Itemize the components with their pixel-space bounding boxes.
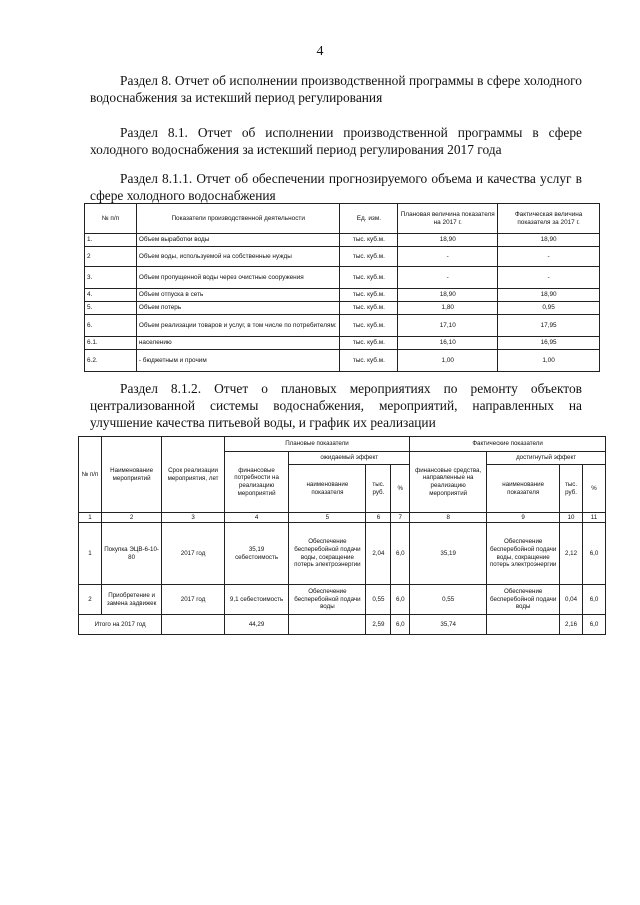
cell-effect-fact: Обеспечение бесперебойной подачи воды, сокращение потерь электроэнергии xyxy=(487,523,560,585)
cell-fin: 9,1 себестоимость xyxy=(224,585,289,615)
col-header-term: Срок реализации мероприятия, лет xyxy=(162,437,224,513)
cell-unit: тыс. куб.м. xyxy=(340,302,398,315)
table-row xyxy=(85,302,600,315)
cell-pct: 6,0 xyxy=(391,523,410,585)
section-8-1-2-heading: Раздел 8.1.2. Отчет о плановых мероприятиях по ремонту объектов централизованной системы водоснабжения, мероприятий, направленных на улучшение качества питьевой воды, и график их реализации xyxy=(90,381,582,430)
cell-unit: тыс. куб.м. xyxy=(340,350,398,372)
cell-total-thous: 2,59 xyxy=(366,615,391,635)
cell-plan: 18,90 xyxy=(398,234,498,247)
cell-num: 2 xyxy=(85,247,137,267)
table-header-row xyxy=(85,204,600,234)
cell-unit: тыс. куб.м. xyxy=(340,289,398,302)
cell-thous: 0,55 xyxy=(366,585,391,615)
table-row xyxy=(85,289,600,302)
column-numbers-row xyxy=(79,513,606,523)
cell-total-fin: 44,29 xyxy=(224,615,289,635)
col-header-fact: Фактическая величина показателя за 2017 г. xyxy=(498,204,600,234)
cell-name: Объем воды, используемой на собственные нужды xyxy=(136,247,340,267)
cell-unit: тыс. куб.м. xyxy=(340,267,398,289)
col-header-plan: Плановая величина показателя на 2017 г. xyxy=(398,204,498,234)
cell-num: 6.1. xyxy=(85,337,137,350)
cell-unit: тыс. куб.м. xyxy=(340,234,398,247)
col-header-num: № п/п xyxy=(79,437,102,513)
cell-fact: 16,95 xyxy=(498,337,600,350)
col-number: 3 xyxy=(162,513,224,523)
cell-name: - бюджетным и прочим xyxy=(136,350,340,372)
col-number: 11 xyxy=(583,513,606,523)
col-number: 2 xyxy=(101,513,161,523)
cell-num: 6. xyxy=(85,315,137,337)
cell-empty xyxy=(162,615,224,635)
col-header-num: № п/п xyxy=(85,204,137,234)
cell-plan: - xyxy=(398,247,498,267)
col-number: 5 xyxy=(289,513,366,523)
cell-name: Приобретение и замена задвижек xyxy=(101,585,161,615)
cell-name: Объем выработки воды xyxy=(136,234,340,247)
col-number: 4 xyxy=(224,513,289,523)
cell-name: Покупка ЭЦВ-6-10-80 xyxy=(101,523,161,585)
cell-total-thous-fact: 2,16 xyxy=(560,615,583,635)
cell-num: 6.2. xyxy=(85,350,137,372)
cell-pct-fact: 6,0 xyxy=(583,523,606,585)
col-number: 10 xyxy=(560,513,583,523)
production-indicators-table xyxy=(84,203,600,372)
cell-fact: 18,90 xyxy=(498,289,600,302)
cell-unit: тыс. куб.м. xyxy=(340,337,398,350)
total-row xyxy=(79,615,606,635)
section-8-1-1-heading: Раздел 8.1.1. Отчет об обеспечении прогнозируемого объема и качества услуг в сфере холодного водоснабжения xyxy=(90,171,582,203)
cell-total-pct-fact: 6,0 xyxy=(583,615,606,635)
col-header-pct: % xyxy=(391,465,410,513)
table-row xyxy=(85,337,600,350)
cell-fact: - xyxy=(498,247,600,267)
col-number: 8 xyxy=(410,513,487,523)
cell-effect: Обеспечение бесперебойной подачи воды, сокращение потерь электроэнергии xyxy=(289,523,366,585)
cell-name: населению xyxy=(136,337,340,350)
table-row xyxy=(85,247,600,267)
cell-num: 4. xyxy=(85,289,137,302)
col-header-fin-needs: финансовые потребности на реализацию мероприятий xyxy=(224,452,289,513)
cell-fact: 0,95 xyxy=(498,302,600,315)
cell-plan: 18,90 xyxy=(398,289,498,302)
cell-thous-fact: 2,12 xyxy=(560,523,583,585)
table-row xyxy=(85,267,600,289)
table-row xyxy=(79,585,606,615)
table-row xyxy=(85,350,600,372)
col-header-fact: Фактические показатели xyxy=(410,437,606,452)
cell-fin-fact: 0,55 xyxy=(410,585,487,615)
cell-name: Объем потерь xyxy=(136,302,340,315)
cell-thous-fact: 0,04 xyxy=(560,585,583,615)
col-number: 6 xyxy=(366,513,391,523)
col-header-indicator: Показатели производственной деятельности xyxy=(136,204,340,234)
cell-fact: 1,00 xyxy=(498,350,600,372)
cell-empty xyxy=(289,615,366,635)
cell-plan: 16,10 xyxy=(398,337,498,350)
cell-plan: - xyxy=(398,267,498,289)
cell-empty xyxy=(487,615,560,635)
cell-num: 1. xyxy=(85,234,137,247)
col-number: 9 xyxy=(487,513,560,523)
cell-pct-fact: 6,0 xyxy=(583,585,606,615)
col-header-unit: Ед. изм. xyxy=(340,204,398,234)
table-row xyxy=(79,523,606,585)
cell-fact: 18,90 xyxy=(498,234,600,247)
page-number: 4 xyxy=(316,44,324,59)
cell-name: Объем реализации товаров и услуг, в том числе по потребителям: xyxy=(136,315,340,337)
col-header-fin-spent: финансовые средства, направленные на реализацию мероприятий xyxy=(410,452,487,513)
table-row xyxy=(85,315,600,337)
col-header-plan: Плановые показатели xyxy=(224,437,409,452)
col-header-achieved-effect: достигнутый эффект xyxy=(487,452,606,465)
cell-plan: 1,80 xyxy=(398,302,498,315)
cell-num: 2 xyxy=(79,585,102,615)
section-8-1-heading: Раздел 8.1. Отчет об исполнении производственной программы в сфере холодного водоснабжения за истекший период регулирования 2017 года xyxy=(90,125,582,157)
col-header-expected-effect: ожидаемый эффект xyxy=(289,452,410,465)
cell-term: 2017 год xyxy=(162,523,224,585)
col-header-thous: тыс. руб. xyxy=(366,465,391,513)
cell-effect-fact: Обеспечение бесперебойной подачи воды xyxy=(487,585,560,615)
cell-name: Объем отпуска в сеть xyxy=(136,289,340,302)
cell-plan: 1,00 xyxy=(398,350,498,372)
cell-total-pct: 6,0 xyxy=(391,615,410,635)
col-number: 7 xyxy=(391,513,410,523)
table-header-row xyxy=(79,437,606,452)
cell-fact: 17,95 xyxy=(498,315,600,337)
repair-measures-table xyxy=(78,436,606,635)
table-row xyxy=(85,234,600,247)
col-header-indicator-name: наименование показателя xyxy=(289,465,366,513)
cell-fact: - xyxy=(498,267,600,289)
col-header-pct: % xyxy=(583,465,606,513)
cell-effect: Обеспечение бесперебойной подачи воды xyxy=(289,585,366,615)
cell-fin-fact: 35,19 xyxy=(410,523,487,585)
col-header-name: Наименование мероприятий xyxy=(101,437,161,513)
cell-total-fin-fact: 35,74 xyxy=(410,615,487,635)
cell-plan: 17,10 xyxy=(398,315,498,337)
cell-thous: 2,04 xyxy=(366,523,391,585)
cell-unit: тыс. куб.м. xyxy=(340,247,398,267)
col-number: 1 xyxy=(79,513,102,523)
col-header-thous: тыс. руб. xyxy=(560,465,583,513)
cell-term: 2017 год xyxy=(162,585,224,615)
cell-unit: тыс. куб.м. xyxy=(340,315,398,337)
col-header-indicator-name: наименование показателя xyxy=(487,465,560,513)
cell-num: 5. xyxy=(85,302,137,315)
cell-num: 3. xyxy=(85,267,137,289)
cell-name: Объем пропущенной воды через очистные сооружения xyxy=(136,267,340,289)
section-8-heading: Раздел 8. Отчет об исполнении производственной программы в сфере холодного водоснабжения за истекший период регулирования xyxy=(90,73,582,105)
cell-fin: 35,19 себестоимость xyxy=(224,523,289,585)
cell-total-label: Итого на 2017 год xyxy=(79,615,162,635)
cell-pct: 6,0 xyxy=(391,585,410,615)
cell-num: 1 xyxy=(79,523,102,585)
